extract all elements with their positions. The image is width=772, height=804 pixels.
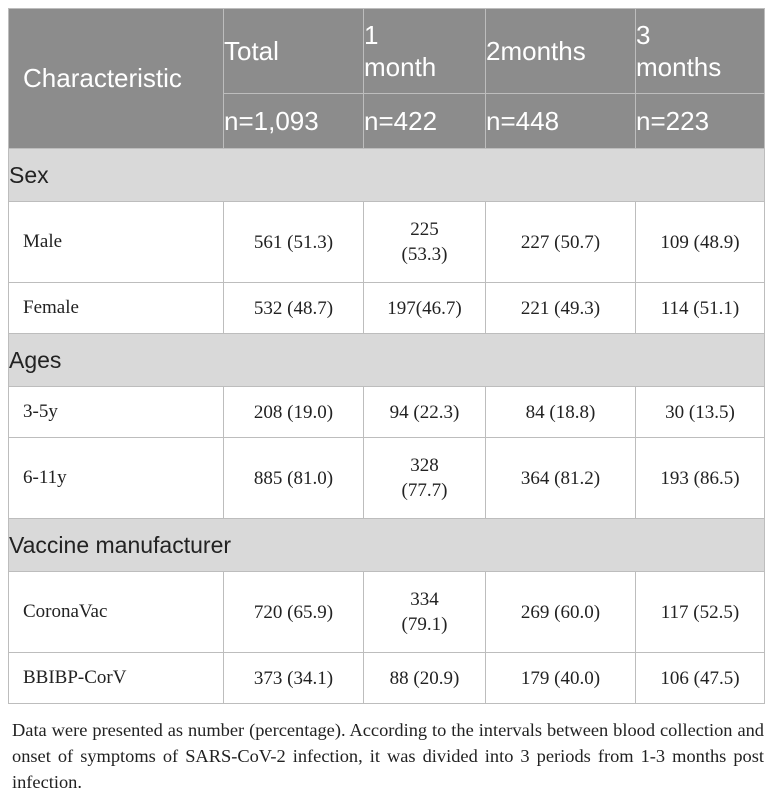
table-footnote: Data were presented as number (percentage). According to the intervals between blood collection and onset of symptoms of SARS-CoV-2 infection, it was divided into 3 periods from 1-3 months post infection. — [12, 720, 764, 792]
header-n-2-months: n=448 — [486, 94, 636, 149]
row-label: 6-11y — [9, 438, 224, 519]
cell-value: 106 (47.5) — [636, 653, 765, 704]
cell-value: 328 (77.7) — [364, 438, 486, 519]
cell-value: 88 (20.9) — [364, 653, 486, 704]
cell-value: 30 (13.5) — [636, 387, 765, 438]
cell-value: 885 (81.0) — [224, 438, 364, 519]
cell-value: 208 (19.0) — [224, 387, 364, 438]
section-sex: Sex — [9, 149, 765, 202]
cell-value: 114 (51.1) — [636, 283, 765, 334]
cell-value: 561 (51.3) — [224, 202, 364, 283]
header-n-total: n=1,093 — [224, 94, 364, 149]
header-n-1-month: n=422 — [364, 94, 486, 149]
header-2-months: 2months — [486, 9, 636, 94]
section-ages: Ages — [9, 334, 765, 387]
cell-value: 373 (34.1) — [224, 653, 364, 704]
row-label: 3-5y — [9, 387, 224, 438]
table-row — [9, 283, 765, 334]
row-label: Male — [9, 202, 224, 283]
cell-value: 269 (60.0) — [486, 572, 636, 653]
cell-value: 179 (40.0) — [486, 653, 636, 704]
row-label: CoronaVac — [9, 572, 224, 653]
table-row — [9, 438, 765, 519]
table-row — [9, 572, 765, 653]
row-label: Female — [9, 283, 224, 334]
cell-value: 227 (50.7) — [486, 202, 636, 283]
header-1-month: 1 month — [364, 9, 486, 94]
table-row — [9, 653, 765, 704]
table-row — [9, 387, 765, 438]
cell-value: 532 (48.7) — [224, 283, 364, 334]
cell-value: 221 (49.3) — [486, 283, 636, 334]
cell-value: 225 (53.3) — [364, 202, 486, 283]
cell-value: 720 (65.9) — [224, 572, 364, 653]
cell-value: 197(46.7) — [364, 283, 486, 334]
cell-value: 193 (86.5) — [636, 438, 765, 519]
cell-value: 117 (52.5) — [636, 572, 765, 653]
cell-value: 334 (79.1) — [364, 572, 486, 653]
table-row — [9, 202, 765, 283]
cell-value: 109 (48.9) — [636, 202, 765, 283]
cell-value: 94 (22.3) — [364, 387, 486, 438]
characteristics-table — [8, 8, 765, 704]
row-label: BBIBP-CorV — [9, 653, 224, 704]
cell-value: 84 (18.8) — [486, 387, 636, 438]
cell-value: 364 (81.2) — [486, 438, 636, 519]
header-n-3-months: n=223 — [636, 94, 765, 149]
header-characteristic: Characteristic — [9, 9, 224, 149]
header-total: Total — [224, 9, 364, 94]
section-vaccine-manufacturer: Vaccine manufacturer — [9, 519, 765, 572]
header-3-months: 3 months — [636, 9, 765, 94]
